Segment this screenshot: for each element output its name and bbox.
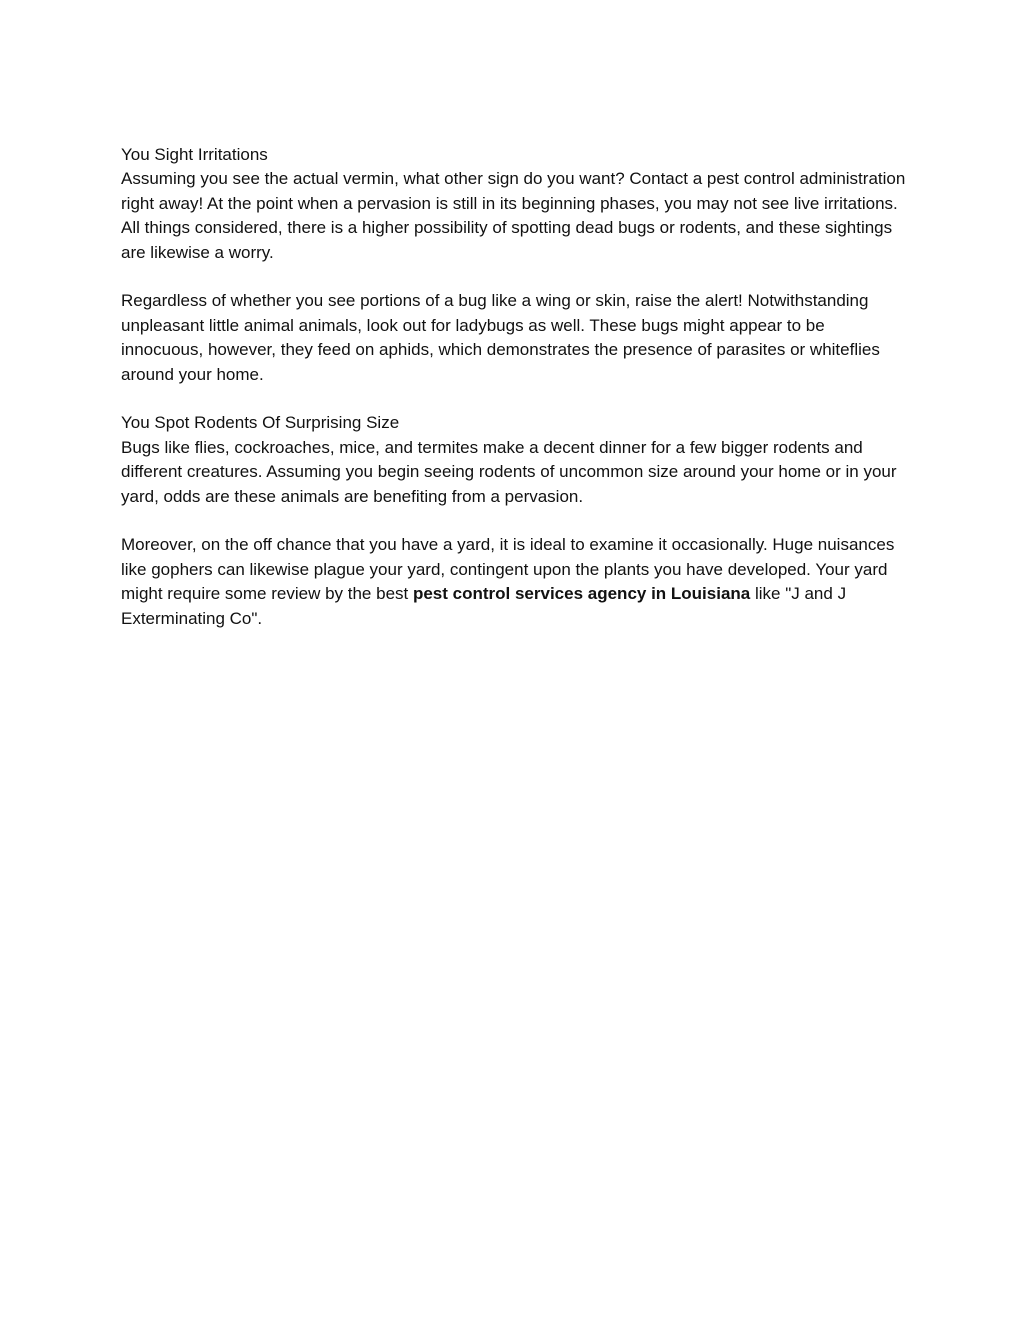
section-rodents	[121, 411, 911, 509]
section-irritations	[121, 143, 911, 265]
document-body	[121, 143, 911, 655]
section-heading: You Sight Irritations	[121, 145, 268, 164]
section-heading: You Spot Rodents Of Surprising Size	[121, 413, 400, 433]
paragraph-text: Moreover, on the off chance that you have a yard, it is ideal to examine it occasionally. Huge nuisances like gophers can likewise plague your yard, contingent upon the plants you have developed. Your yard might require some review by the best	[121, 535, 895, 604]
paragraph-with-keyword	[121, 533, 911, 631]
keyword-bold-text: pest control services agency in Louisiana	[412, 584, 751, 604]
paragraph: Bugs like flies, cockroaches, mice, and termites make a decent dinner for a few bigger rodents and different creatures. Assuming you begin seeing rodents of uncommon size around your home or in your yard, odds are these animals are benefiting from a pervasion.	[121, 437, 897, 506]
paragraph-text: like "J and J Exterminating Co".	[121, 584, 847, 628]
paragraph: Regardless of whether you see portions of a bug like a wing or skin, raise the alert! Notwithstanding unpleasant little animal animals, look out for ladybugs as well. These bugs might appear to be innocuous, however, they feed on aphids, which demonstrates the presence of parasites or whiteflies around your home.	[121, 291, 880, 384]
paragraph: Assuming you see the actual vermin, what other sign do you want? Contact a pest control administration right away! At the point when a pervasion is still in its beginning phases, you may not see live irritations. All things considered, there is a higher possibility of spotting dead bugs or rodents, and these sightings are likewise a worry.	[121, 169, 906, 262]
